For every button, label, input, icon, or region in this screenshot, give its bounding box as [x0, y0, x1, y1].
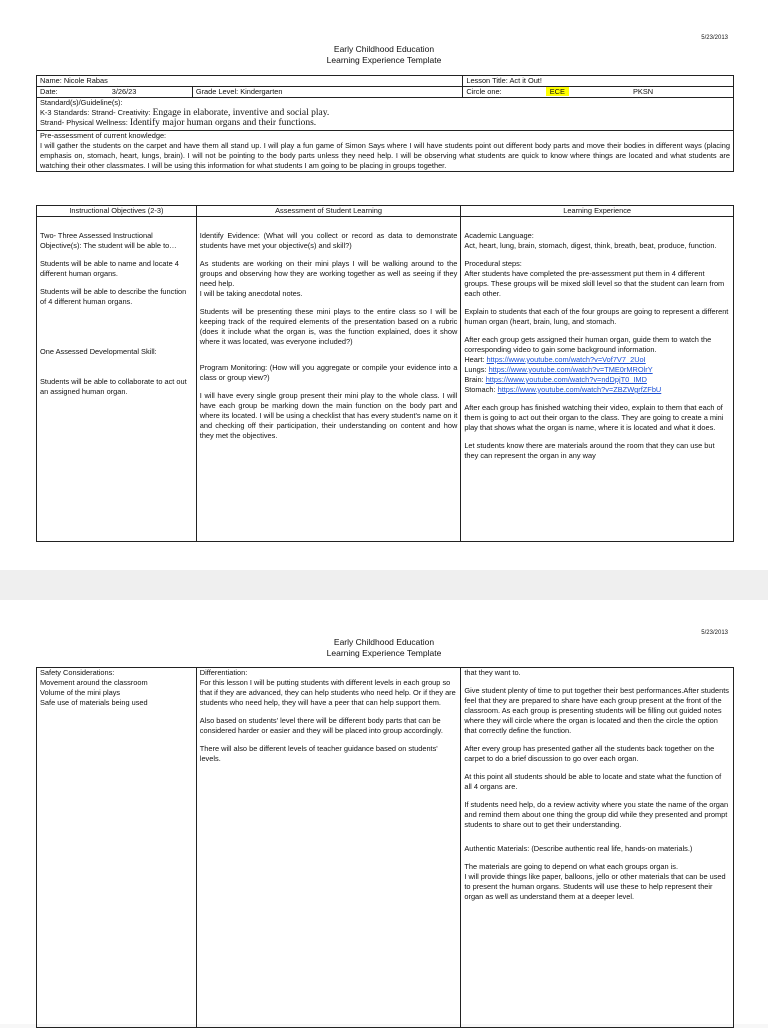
differentiation-grouping: For this lesson I will be putting students with different levels in each group so that if they are advanced, they can help students who need help. Or if they are students who need help, they will have a peer that can help support them.: [199, 678, 456, 707]
evidence-notes: I will be taking anecdotal notes.: [199, 289, 303, 298]
objective-2: Students will be able to describe the function of 4 different human organs.: [40, 287, 187, 306]
header-table: [36, 75, 734, 172]
preassessment-cell: [37, 131, 734, 172]
col-header-experience: Learning Experience: [461, 206, 734, 217]
experience-cell-2: [461, 668, 734, 1028]
materials-depend: The materials are going to depend on what each groups organ is.: [464, 862, 679, 871]
circle-one-label: Circle one:: [463, 87, 543, 98]
step-check: At this point all students should be able to locate and state what the function of all 4 organs are.: [464, 772, 722, 791]
standards-label: Standard(s)/Guideline(s):: [40, 98, 123, 107]
objectives-cell: [37, 217, 197, 542]
lesson-table-2: [36, 667, 734, 1028]
lesson-table: [36, 205, 734, 542]
program-monitoring: Program Monitoring: (How will you aggregate or compile your evidence into a class or group view?): [199, 363, 458, 382]
date-label: Date:: [40, 87, 58, 96]
video-stomach: Stomach: https://www.youtube.com/watch?v=ZBZWgrfZFbU: [464, 385, 662, 394]
step-watch-videos: After each group gets assigned their human organ, guide them to watch the corresponding video to gain some background information.: [464, 335, 712, 354]
differentiation-label: Differentiation:: [199, 668, 248, 677]
circle-options: [543, 87, 734, 98]
experience-cell: [461, 217, 734, 542]
authentic-materials-label: Authentic Materials: (Describe authentic real life, hands-on materials.): [464, 844, 693, 853]
video-lungs: Lungs: https://www.youtube.com/watch?v=TME0rMROlrY: [464, 365, 653, 374]
grade-cell: Grade Level: Kindergarten: [192, 87, 463, 98]
step-present: Give student plenty of time to put together their best performances.After students feel that they are prepared to share have each group present at the front of the classroom. As each group is presenting students will be filling out guided notes where they will circle where the organ is located and then the circle the option that correctly define the function.: [464, 686, 729, 735]
video-heart: Heart: https://www.youtube.com/watch?v=Vof7V7_2UoI: [464, 355, 646, 364]
identify-evidence: Identify Evidence: (What will you collect or record as data to demonstrate students have met your objective(s) and skill?): [199, 231, 458, 250]
name-cell: Name: Nicole Rabas: [37, 76, 463, 87]
evidence-presentation: Students will be presenting these mini plays to the entire class so I will be keeping track of the required elements of the presentation based on a rubric (does it include what the organ is, was the function explained, does it show where it was located, was everyone included?): [199, 307, 458, 346]
page-date-2: 5/23/2013: [701, 630, 728, 636]
monitoring-details: I will have every single group present their mini play to the whole class. I will have each group be marking down the main function on the body part and where its located. I will be using a checklist that has every student's name on it and checking off their participation, their understanding on content and how they met the objectives.: [199, 391, 458, 440]
date-cell: [37, 87, 193, 98]
standard-2: Strand- Physical Wellness: Identify major human organs and their functions.: [40, 118, 317, 128]
materials-provided: I will provide things like paper, balloons, jello or other materials that can be used to present the human organs. Students will use these to help represent their organ as well as understand them at a deeper level.: [464, 872, 726, 901]
differentiation-body-parts: Also based on students' level there will be different body parts that can be considered harder or easier and they will be placed into group accordingly.: [199, 716, 443, 735]
page-gap: [0, 570, 768, 600]
safety-item: Safe use of materials being used: [40, 698, 148, 707]
video-brain: Brain: https://www.youtube.com/watch?v=ndDpjT0_IMD: [464, 375, 647, 384]
safety-item: Movement around the classroom: [40, 678, 148, 687]
date-value: 3/26/23: [111, 87, 137, 96]
safety-cell: [37, 668, 197, 1028]
doc-title-2: Early Childhood Education: [333, 637, 435, 647]
developmental-skill: Students will be able to collaborate to act out an assigned human organ.: [40, 377, 187, 396]
procedural-steps: Procedural steps: After students have completed the pre-assessment put them in 4 different groups. These groups will be mixed skill level so that the student can learn from each other.: [464, 259, 725, 298]
step-discussion: After every group has presented gather all the students back together on the carpet to do a brief discussion to go over each organ.: [464, 744, 715, 763]
differentiation-cell: [196, 668, 461, 1028]
assessment-cell: [196, 217, 461, 542]
stomach-video-link[interactable]: https://www.youtube.com/watch?v=ZBZWgrfZFbU: [497, 385, 662, 394]
preassessment-text: I will gather the students on the carpet and have them all stand up. I will play a fun game of Simon Says where I will have students point out different body parts and move their bodies in different ways (placing emphasis on, stomach, heart, lungs, brain). I will not be pointing to the body parts unless they need help. I will be observing what students are quick to know where things are located and what students are watching their other classmates. I will be using this information for what students I am going to be placing in groups together.: [40, 141, 730, 170]
doc-subtitle: Learning Experience Template: [326, 55, 442, 65]
pksn-option: PKSN: [632, 87, 654, 96]
step-mini-play: After each group has finished watching their video, explain to them that each of them is going to act out their organ to the class. They are going to create a mini play that shows what the organ is name, where it is located and what it does.: [464, 403, 724, 432]
objective-1: Students will be able to name and locate 4 different human organs.: [40, 259, 179, 278]
doc-subtitle-2: Learning Experience Template: [326, 648, 442, 658]
step-review: If students need help, do a review activity where you state the name of the organ and remind them about one thing the group did while they presented and prompt students to share out to get their understanding.: [464, 800, 729, 829]
standard-1: K-3 Standards: Strand- Creativity: Engage in elaborate, inventive and social play.: [40, 108, 330, 118]
academic-language: Academic Language: Act, heart, lung, brain, stomach, digest, think, breath, beat, produce, function.: [464, 231, 717, 250]
objectives-intro: Two- Three Assessed Instructional Objective(s): The student will be able to…: [40, 231, 177, 250]
page-date: 5/23/2013: [701, 35, 728, 41]
step-explain-groups: Explain to students that each of the four groups are going to represent a different human organ (heart, brain, lung, and stomach.: [464, 307, 729, 326]
differentiation-guidance: There will also be different levels of teacher guidance based on students' levels.: [199, 744, 438, 763]
brain-video-link[interactable]: https://www.youtube.com/watch?v=ndDpjT0_IMD: [485, 375, 647, 384]
safety-label: Safety Considerations:: [40, 668, 115, 677]
col-header-objectives: Instructional Objectives (2-3): [37, 206, 197, 217]
standards-cell: [37, 98, 734, 131]
lesson-title-cell: Lesson Title: Act it Out!: [463, 76, 734, 87]
evidence-observation: As students are working on their mini plays I will be walking around to the groups and observing how they are working together as well as seeing if they need help.: [199, 259, 458, 288]
lungs-video-link[interactable]: https://www.youtube.com/watch?v=TME0rMROlrY: [488, 365, 653, 374]
ece-option: ECE: [546, 87, 569, 96]
safety-item: Volume of the mini plays: [40, 688, 121, 697]
step-materials: Let students know there are materials around the room that they can use but they can represent the organ in any way: [464, 441, 715, 460]
doc-title: Early Childhood Education: [333, 44, 435, 54]
experience-continued: that they want to.: [464, 668, 521, 677]
col-header-assessment: Assessment of Student Learning: [196, 206, 461, 217]
heart-video-link[interactable]: https://www.youtube.com/watch?v=Vof7V7_2UoI: [486, 355, 646, 364]
developmental-skill-label: One Assessed Developmental Skill:: [40, 347, 157, 356]
page-2: [0, 600, 768, 1024]
preassessment-label: Pre-assessment of current knowledge:: [40, 131, 167, 140]
